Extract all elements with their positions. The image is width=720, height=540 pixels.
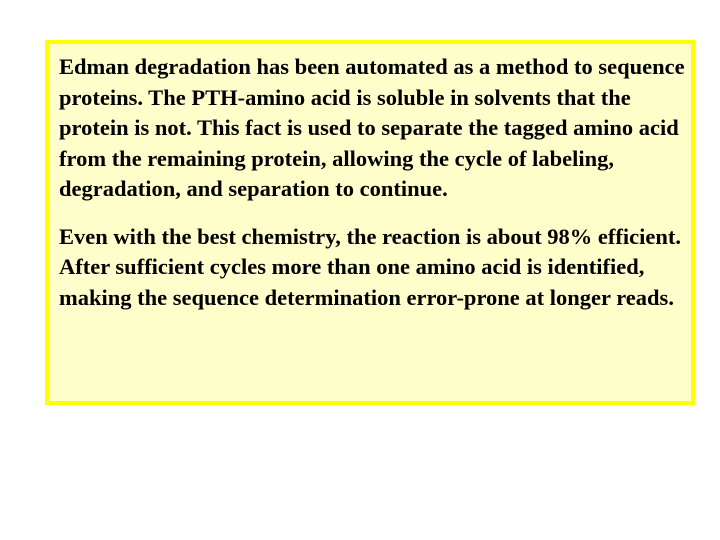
paragraph-edman-automation: Edman degradation has been automated as a method to sequence proteins. The PTH-amino acid is soluble in solvents that the protein is not. This fact is used to separate the tagged amino acid from the remaining protein, allowing the cycle of labeling, degradation, and separation to continue. [59,54,685,201]
paragraph-efficiency: Even with the best chemistry, the reaction is about 98% efficient. After sufficient cycles more than one amino acid is identified, making the sequence determination error-prone at longer reads. [59,223,682,310]
text-box [45,40,695,405]
